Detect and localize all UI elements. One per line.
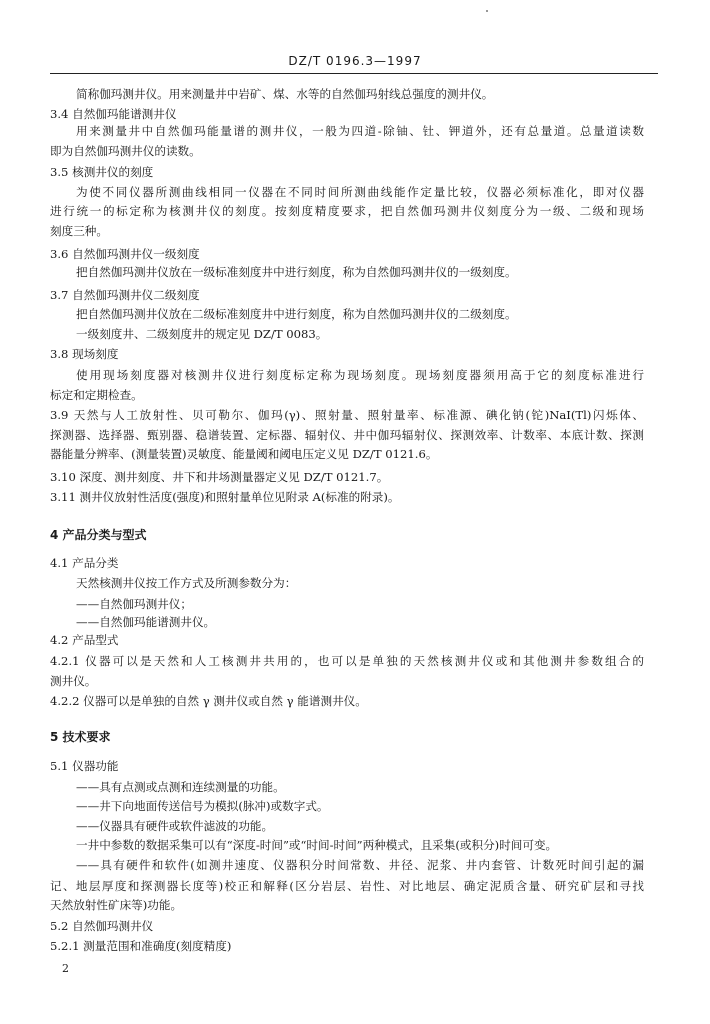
body-line: 简称伽玛测井仪。用来测量井中岩矿、煤、水等的自然伽玛射线总强度的测井仪。 xyxy=(76,87,494,101)
clause-heading: 3.5 核测井仪的刻度 xyxy=(50,165,154,179)
page-number: 2 xyxy=(62,962,69,975)
body-line: 记、地层厚度和探测器长度等)校正和解释(区分岩层、岩性、对比地层、确定泥质含量、研究矿层和寻找 xyxy=(50,879,644,893)
scan-speck xyxy=(486,10,488,12)
body-line: 把自然伽玛测井仪放在一级标准刻度井中进行刻度，称为自然伽玛测井仪的一级刻度。 xyxy=(76,265,517,279)
body-line: 即为自然伽玛测井仪的读数。 xyxy=(50,144,201,158)
body-line: 标定和定期检查。 xyxy=(50,388,143,402)
body-line: 把自然伽玛测井仪放在二级标准刻度井中进行刻度，称为自然伽玛测井仪的二级刻度。 xyxy=(76,307,517,321)
body-line: 刻度三种。 xyxy=(50,224,108,238)
body-line: 使用现场刻度器对核测井仪进行刻度标定称为现场刻度。现场刻度器须用高于它的刻度标准进行 xyxy=(76,368,644,382)
clause-heading: 5.2.1 测量范围和准确度(刻度精度) xyxy=(50,939,232,953)
clause-heading: 3.9 天然与人工放射性、贝可勒尔、伽玛(γ)、照射量、照射量率、标准源、碘化钠(铊)NaI(Tl)闪烁体、 xyxy=(50,408,644,422)
clause-heading: 4.2.1 仪器可以是天然和人工核测井共用的，也可以是单独的天然核测井仪或和其他测井参数组合的 xyxy=(50,654,644,668)
body-line: 一级刻度井、二级刻度井的规定见 DZ/T 0083。 xyxy=(76,327,328,341)
clause-heading: 3.4 自然伽玛能谱测井仪 xyxy=(50,107,177,121)
body-line: 天然核测井仪按工作方式及所测参数分为： xyxy=(76,576,297,590)
body-line: 为使不同仪器所测曲线相同一仪器在不同时间所测曲线能作定量比较，仪器必须标准化，即对仪器 xyxy=(76,185,644,199)
clause-heading: 3.8 现场刻度 xyxy=(50,347,119,361)
clause-heading: 3.7 自然伽玛测井仪二级刻度 xyxy=(50,288,200,302)
body-line: ——具有硬件和软件(如测井速度、仪器积分时间常数、井径、泥浆、井内套管、计数死时间引起的漏 xyxy=(76,858,644,872)
section-heading: 4 产品分类与型式 xyxy=(50,528,147,542)
body-line: 进行统一的标定称为核测井仪的刻度。按刻度精度要求，把自然伽玛测井仪刻度分为一级、二级和现场 xyxy=(50,204,644,218)
body-line: 探测器、选择器、甄别器、稳谱装置、定标器、辐射仪、井中伽玛辐射仪、探测效率、计数率、本底计数、探测 xyxy=(50,428,644,442)
body-line: ——井下向地面传送信号为模拟(脉冲)或数字式。 xyxy=(76,799,329,813)
body-line: ——仪器具有硬件或软件滤波的功能。 xyxy=(76,819,274,833)
clause-heading: 4.2.2 仪器可以是单独的自然 γ 测井仪或自然 γ 能谱测井仪。 xyxy=(50,694,367,708)
clause-heading: 4.1 产品分类 xyxy=(50,556,119,570)
body-line: 一井中参数的数据采集可以有“深度-时间”或“时间-时间”两种模式，且采集(或积分)时间可变。 xyxy=(76,838,558,852)
clause-heading: 3.10 深度、测井刻度、井下和井场测量器定义见 DZ/T 0121.7。 xyxy=(50,470,389,484)
clause-heading: 3.11 测井仪放射性活度(强度)和照射量单位见附录 A(标准的附录)。 xyxy=(50,490,400,504)
body-line: 器能量分辨率、(测量装置)灵敏度、能量阈和阈电压定义见 DZ/T 0121.6。 xyxy=(50,447,438,461)
section-heading: 5 技术要求 xyxy=(50,730,111,744)
header-rule xyxy=(50,73,658,74)
body-line: 用来测量井中自然伽玛能量谱的测井仪，一般为四道-除铀、钍、钾道外，还有总量道。总量道读数 xyxy=(76,124,644,138)
body-line: ——具有点测或点测和连续测量的功能。 xyxy=(76,780,285,794)
clause-heading: 5.1 仪器功能 xyxy=(50,759,119,773)
clause-heading: 3.6 自然伽玛测井仪一级刻度 xyxy=(50,247,200,261)
body-line: ——自然伽玛能谱测井仪。 xyxy=(76,615,216,629)
clause-heading: 4.2 产品型式 xyxy=(50,633,119,647)
body-line: ——自然伽玛测井仪； xyxy=(76,597,192,611)
body-line: 测井仪。 xyxy=(50,674,97,688)
body-line: 天然放射性矿床等)功能。 xyxy=(50,898,183,912)
running-header: DZ/T 0196.3—1997 xyxy=(288,54,422,68)
clause-heading: 5.2 自然伽玛测井仪 xyxy=(50,919,154,933)
